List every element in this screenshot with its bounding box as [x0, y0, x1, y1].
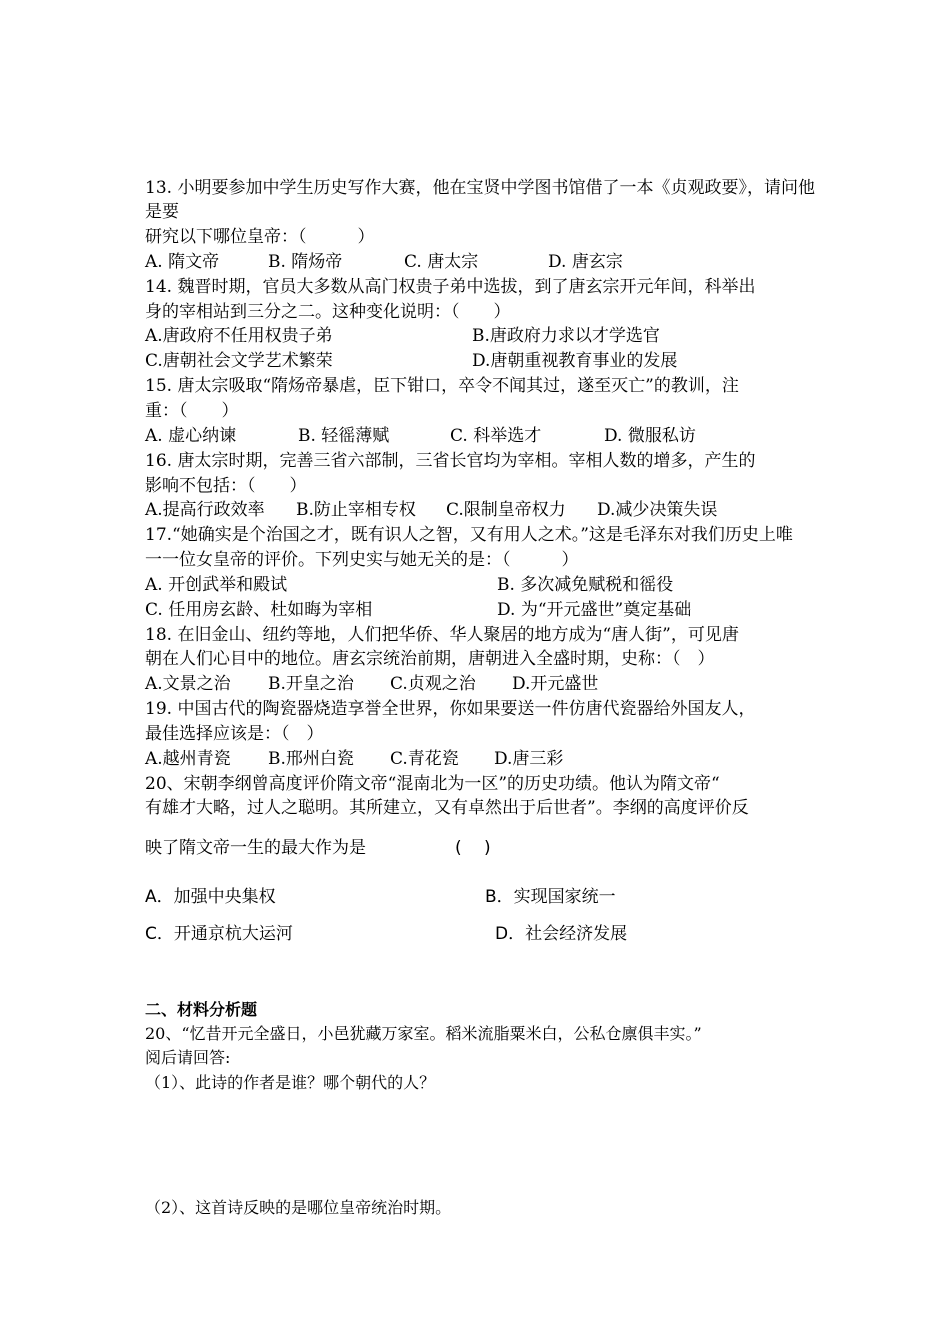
q20-answer-paren: ( ) [455, 838, 491, 858]
q13-stem-line2: 是要 [145, 202, 179, 222]
q13-stem-line3: 研究以下哪位皇帝：（ ） [145, 227, 375, 247]
q14-option-c: C.唐朝社会文学艺术繁荣 [145, 351, 333, 371]
q18-stem-line2: 朝在人们心目中的地位。唐玄宗统治前期，唐朝进入全盛时期，史称：（ ） [145, 649, 715, 669]
q18-option-b: B.开皇之治 [268, 674, 354, 694]
q17-stem-line1: 17.“她确实是个治国之才，既有识人之智，又有用人之术。”这是毛泽东对我们历史上唯 [145, 525, 793, 545]
q13-option-c: C. 唐太宗 [404, 252, 479, 272]
q18-option-c: C.贞观之治 [390, 674, 476, 694]
q18-option-a: A.文景之治 [145, 674, 231, 694]
q20-option-b: B．实现国家统一 [485, 887, 616, 907]
q20-stem-line1: 20、宋朝李纲曾高度评价隋文帝“混南北为一区”的历史功绩。他认为隋文帝“ [145, 774, 720, 794]
q15-option-d: D. 微服私访 [604, 426, 696, 446]
q19-stem-line1: 19. 中国古代的陶瓷器烧造享誉全世界，你如果要送一件仿唐代瓷器给外国友人， [145, 699, 756, 719]
q19-option-b: B.邢州白瓷 [268, 749, 354, 769]
q14-stem-line2: 身的宰相站到三分之二。这种变化说明：（ ） [145, 302, 511, 322]
q15-option-c: C. 科举选才 [450, 426, 542, 446]
q17-option-d: D. 为“开元盛世”奠定基础 [497, 600, 692, 620]
q13-stem-line1: 13. 小明要参加中学生历史写作大赛，他在宝贤中学图书馆借了一本《贞观政要》，请问他 [145, 178, 815, 198]
q19-option-c: C.青花瓷 [390, 749, 459, 769]
q14-option-b: B.唐政府力求以才学选官 [472, 326, 660, 346]
section2-subquestion-1: （1）、此诗的作者是谁？哪个朝代的人？ [145, 1073, 436, 1092]
q13-option-a: A. 隋文帝 [145, 252, 220, 272]
q20-option-c: C．开通京杭大运河 [145, 924, 293, 944]
q18-option-d: D.开元盛世 [512, 674, 599, 694]
q19-stem-line2: 最佳选择应该是：（ ） [145, 724, 324, 744]
q14-option-a: A.唐政府不任用权贵子弟 [145, 326, 333, 346]
q15-option-b: B. 轻徭薄赋 [298, 426, 390, 446]
q13-option-b: B. 隋炀帝 [268, 252, 343, 272]
section2-material-line2: 阅后请回答: [145, 1048, 231, 1067]
q16-option-a: A.提高行政效率 [145, 500, 265, 520]
q17-option-a: A. 开创武举和殿试 [145, 575, 288, 595]
q14-option-d: D.唐朝重视教育事业的发展 [472, 351, 678, 371]
q17-option-c: C. 任用房玄龄、杜如晦为宰相 [145, 600, 373, 620]
section2-material-line1: 20、“忆昔开元全盛日，小邑犹藏万家室。稻米流脂粟米白，公私仓廪俱丰实。” [145, 1024, 702, 1043]
q20-option-d: D．社会经济发展 [495, 924, 628, 944]
q16-stem-line2: 影响不包括：（ ） [145, 476, 307, 496]
section2-subquestion-2: （2）、这首诗反映的是哪位皇帝统治时期。 [145, 1198, 452, 1217]
q14-stem-line1: 14. 魏晋时期，官员大多数从高门权贵子弟中选拔，到了唐玄宗开元年间，科举出 [145, 277, 756, 297]
q17-stem-line2: 一一位女皇帝的评价。下列史实与她无关的是：（ ） [145, 550, 579, 570]
q15-stem-line2: 重：（ ） [145, 401, 239, 421]
q16-stem-line1: 16. 唐太宗时期，完善三省六部制，三省长官均为宰相。宰相人数的增多，产生的 [145, 451, 756, 471]
q13-option-d: D. 唐玄宗 [548, 252, 623, 272]
q20-option-a: A．加强中央集权 [145, 887, 276, 907]
q20-stem-line2: 有雄才大略，过人之聪明。其所建立，又有卓然出于后世者”。李纲的高度评价反 [145, 798, 749, 818]
section2-heading: 二、材料分析题 [145, 1000, 258, 1019]
q16-option-b: B.防止宰相专权 [296, 500, 416, 520]
q16-option-c: C.限制皇帝权力 [446, 500, 566, 520]
q15-stem-line1: 15. 唐太宗吸取“隋炀帝暴虐，臣下钳口，卒令不闻其过，遂至灭亡”的教训，注 [145, 376, 739, 396]
q15-option-a: A. 虚心纳谏 [145, 426, 237, 446]
q17-option-b: B. 多次减免赋税和徭役 [497, 575, 674, 595]
q16-option-d: D.减少决策失误 [597, 500, 718, 520]
q19-option-a: A.越州青瓷 [145, 749, 231, 769]
q20-stem-line3: 映了隋文帝一生的最大作为是 [145, 838, 366, 858]
q18-stem-line1: 18. 在旧金山、纽约等地，人们把华侨、华人聚居的地方成为“唐人街”，可见唐 [145, 625, 739, 645]
q19-option-d: D.唐三彩 [494, 749, 564, 769]
